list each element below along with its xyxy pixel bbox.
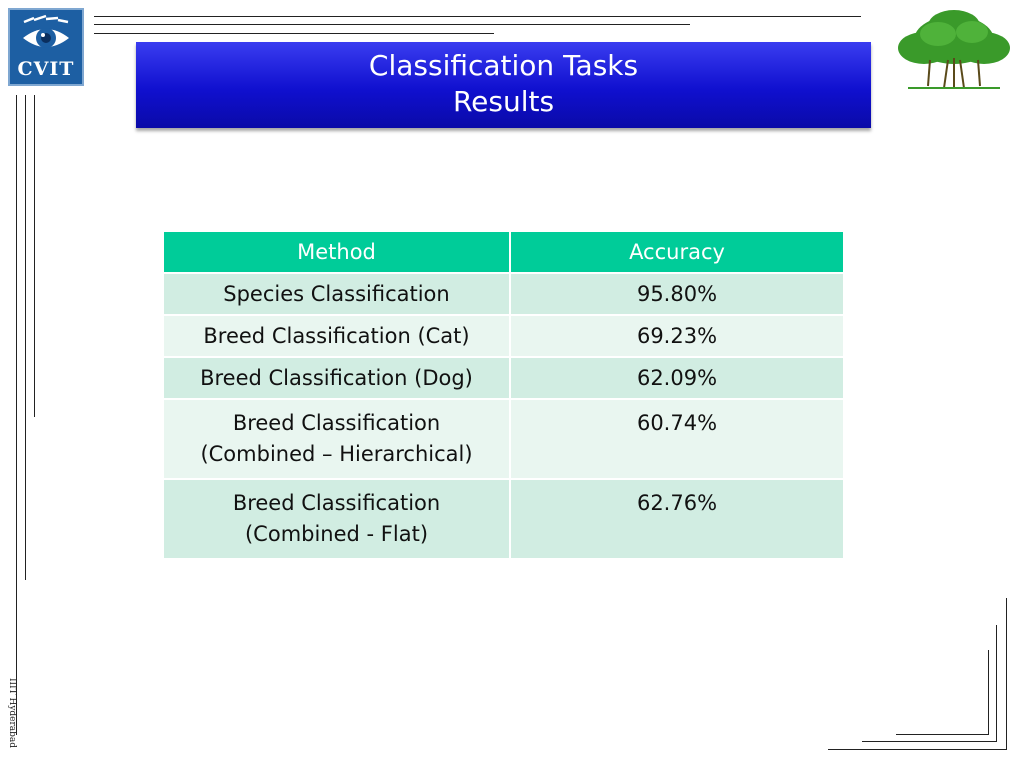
method-cell: Breed Classification (Dog) <box>163 357 510 399</box>
footer-institution: IIIT Hyderabad <box>7 677 17 749</box>
eye-icon <box>20 14 72 60</box>
method-line-2: (Combined – Hierarchical) <box>200 442 473 466</box>
title-bar <box>136 42 871 128</box>
method-cell: Breed Classification (Cat) <box>163 315 510 357</box>
accuracy-cell: 95.80% <box>510 273 844 315</box>
accuracy-cell: 62.09% <box>510 357 844 399</box>
right-rule-2 <box>996 625 997 741</box>
accuracy-cell: 62.76% <box>510 479 844 559</box>
top-rule-2 <box>94 24 690 25</box>
table-header-row <box>163 231 844 273</box>
table-row <box>163 315 844 357</box>
results-table <box>162 230 845 560</box>
left-rule-1 <box>16 95 17 735</box>
top-rule-1 <box>94 16 861 17</box>
table-row <box>163 357 844 399</box>
bottom-rule-1 <box>828 749 1007 750</box>
table-row <box>163 273 844 315</box>
bottom-rule-2 <box>862 741 997 742</box>
slide-subtitle: Results <box>452 85 555 118</box>
right-rule-3 <box>988 650 989 734</box>
method-cell <box>163 399 510 479</box>
right-rule-1 <box>1006 598 1007 749</box>
method-cell: Species Classification <box>163 273 510 315</box>
table-row <box>163 479 844 559</box>
cvit-logo <box>8 8 84 86</box>
slide-title: Classification Tasks <box>368 49 639 82</box>
method-line-2: (Combined - Flat) <box>244 522 429 546</box>
top-rule-3 <box>94 33 494 34</box>
tree-icon <box>894 8 1014 92</box>
header-accuracy: Accuracy <box>510 231 844 273</box>
table-row <box>163 399 844 479</box>
accuracy-cell: 69.23% <box>510 315 844 357</box>
accuracy-cell: 60.74% <box>510 399 844 479</box>
header-method: Method <box>163 231 510 273</box>
logo-text: CVIT <box>17 58 75 80</box>
left-rule-3 <box>34 95 35 417</box>
method-line-1: Breed Classification <box>232 491 441 515</box>
left-rule-2 <box>25 95 26 580</box>
method-line-1: Breed Classification <box>232 411 441 435</box>
bottom-rule-3 <box>896 734 989 735</box>
method-cell <box>163 479 510 559</box>
